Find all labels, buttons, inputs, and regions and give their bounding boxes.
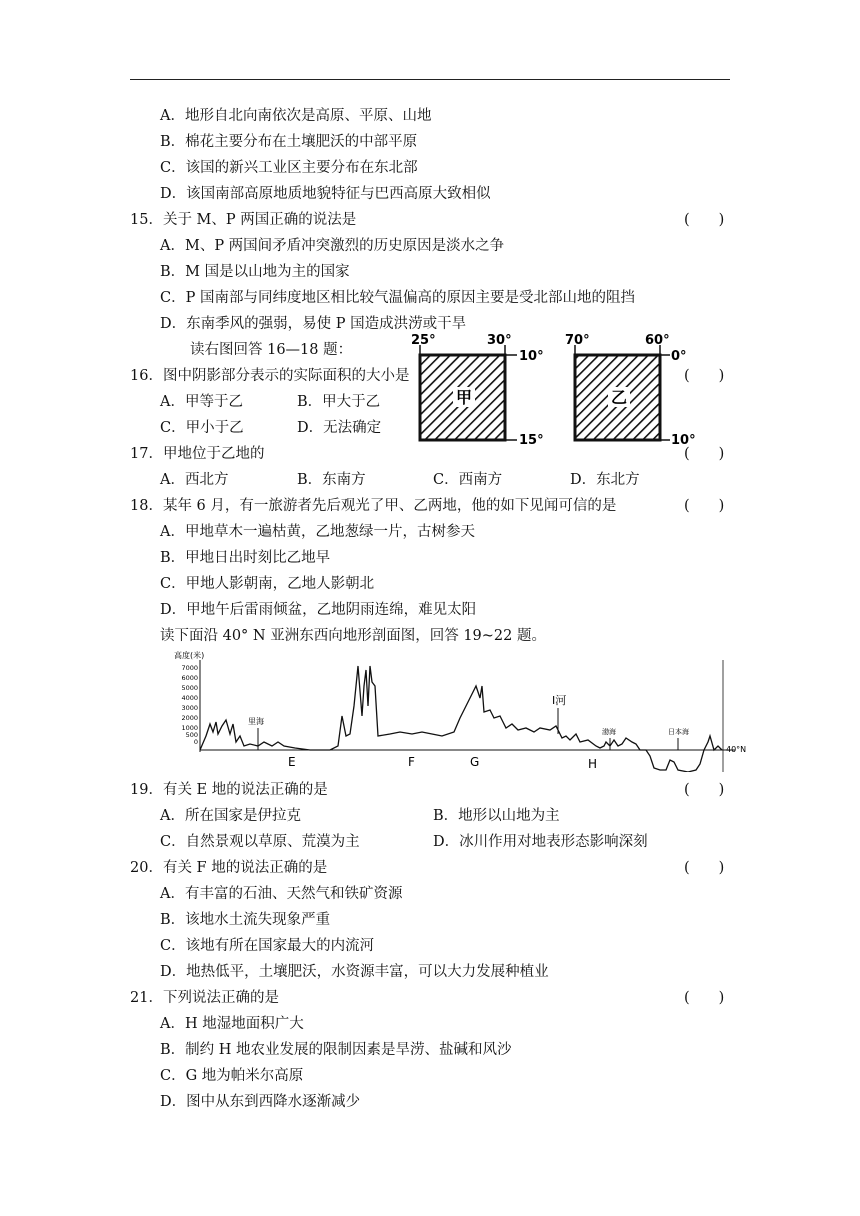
q17-option-b: B．东南方: [297, 472, 366, 488]
jia-lon-left: 25°: [411, 333, 436, 348]
label-40n: 40°N: [726, 745, 747, 754]
q16-option-b: B．甲大于乙: [297, 394, 381, 410]
yi-lat-top: 0°: [671, 349, 687, 364]
ytick-1000: 1000: [181, 724, 198, 732]
q17-stem: 17．甲地位于乙地的: [130, 446, 265, 462]
jia-lat-bottom: 15°: [519, 433, 544, 448]
header-rule: [130, 79, 730, 80]
prev-option-b: B．棉花主要分布在土壤肥沃的中部平原: [160, 134, 418, 150]
q19-option-c: C．自然景观以草原、荒漠为主: [160, 834, 360, 850]
q20-answer-paren: ( ): [684, 860, 725, 876]
q21-option-d: D．图中从东到西降水逐渐减少: [160, 1094, 361, 1110]
terrain-profile-figure: [160, 646, 750, 772]
q21-stem: 21．下列说法正确的是: [130, 990, 279, 1006]
q19-option-b: B．地形以山地为主: [433, 808, 560, 824]
profile-ylabel: 高度(米): [174, 651, 205, 660]
ytick-4000: 4000: [181, 694, 198, 702]
ytick-500: 500: [185, 731, 198, 739]
prev-option-c: C．该国的新兴工业区主要分布在东北部: [160, 160, 418, 176]
q20-option-b: B．该地水土流失现象严重: [160, 912, 331, 928]
point-f: F: [408, 755, 415, 769]
square-yi: [565, 333, 696, 448]
q16-option-c: C．甲小于乙: [160, 420, 244, 436]
ytick-7000: 7000: [181, 664, 198, 672]
q19-stem: 19．有关 E 地的说法正确的是: [130, 782, 328, 798]
q18-option-d: D．甲地午后雷雨倾盆，乙地阴雨连绵，难见太阳: [160, 602, 477, 618]
q20-option-a: A．有丰富的石油、天然气和铁矿资源: [160, 886, 403, 902]
q19-option-a: A．所在国家是伊拉克: [160, 808, 301, 824]
q18-option-c: C．甲地人影朝南，乙地人影朝北: [160, 576, 375, 592]
yi-lat-bottom: 10°: [671, 433, 696, 448]
latlon-squares-figure: [405, 330, 710, 460]
q20-stem: 20．有关 F 地的说法正确的是: [130, 860, 328, 876]
point-e: E: [288, 755, 296, 769]
ytick-5000: 5000: [181, 684, 198, 692]
q15-option-c: C．P 国南部与同纬度地区相比较气温偏高的原因主要是受北部山地的阻挡: [160, 290, 635, 306]
point-h: H: [588, 757, 598, 771]
q21-option-b: B．制约 H 地农业发展的限制因素是旱涝、盐碱和风沙: [160, 1042, 512, 1058]
label-riben: 日本海: [668, 728, 689, 736]
jia-lon-right: 30°: [487, 333, 512, 348]
q21-option-a: A．H 地湿地面积广大: [160, 1016, 304, 1032]
yi-lon-right: 60°: [645, 333, 670, 348]
q19-option-d: D．冰川作用对地表形态影响深刻: [433, 834, 648, 850]
label-bohai: 渤海: [602, 728, 616, 736]
q18-option-b: B．甲地日出时刻比乙地早: [160, 550, 331, 566]
ytick-6000: 6000: [181, 674, 198, 682]
jia-lat-top: 10°: [519, 349, 544, 364]
q18-stem: 18．某年 6 月，有一旅游者先后观光了甲、乙两地，他的如下见闻可信的是: [130, 498, 617, 514]
ytick-2000: 2000: [181, 714, 198, 722]
yi-lon-left: 70°: [565, 333, 590, 348]
q16-stem: 16．图中阴影部分表示的实际面积的大小是: [130, 368, 410, 384]
label-ihe: I河: [552, 694, 567, 707]
q18-answer-paren: ( ): [684, 498, 725, 514]
terrain-line: [200, 666, 722, 772]
prev-option-a: A．地形自北向南依次是高原、平原、山地: [160, 108, 432, 124]
q17-answer-paren: ( ): [684, 446, 725, 462]
square-jia-label: 甲: [455, 388, 473, 407]
ytick-3000: 3000: [181, 704, 198, 712]
ytick-0: 0: [193, 738, 198, 746]
label-lihai: 里海: [248, 717, 264, 726]
q21-option-c: C．G 地为帕米尔高原: [160, 1068, 304, 1084]
prev-option-d: D．该国南部高原地质地貌特征与巴西高原大致相似: [160, 186, 491, 202]
intro-19-22: 读下面沿 40° N 亚洲东西向地形剖面图，回答 19~22 题。: [160, 628, 546, 644]
square-jia: [411, 333, 544, 448]
q15-option-b: B．M 国是以山地为主的国家: [160, 264, 350, 280]
q15-answer-paren: ( ): [684, 212, 725, 228]
q15-stem: 15．关于 M、P 两国正确的说法是: [130, 212, 357, 228]
q16-answer-paren: ( ): [684, 368, 725, 384]
q16-option-a: A．甲等于乙: [160, 394, 243, 410]
q17-option-c: C．西南方: [433, 472, 503, 488]
square-yi-label: 乙: [610, 388, 628, 407]
intro-16-18: 读右图回答 16—18 题：: [190, 342, 353, 358]
q17-option-d: D．东北方: [570, 472, 640, 488]
q19-answer-paren: ( ): [684, 782, 725, 798]
q15-option-a: A．M、P 两国间矛盾冲突激烈的历史原因是淡水之争: [160, 238, 505, 254]
q18-option-a: A．甲地草木一遍枯黄，乙地葱绿一片，古树参天: [160, 524, 475, 540]
q15-option-d: D．东南季风的强弱，易使 P 国造成洪涝或干旱: [160, 316, 467, 332]
point-g: G: [470, 755, 480, 769]
q17-option-a: A．西北方: [160, 472, 229, 488]
q20-option-c: C．该地有所在国家最大的内流河: [160, 938, 375, 954]
q21-answer-paren: ( ): [684, 990, 725, 1006]
q20-option-d: D．地热低平，土壤肥沃，水资源丰富，可以大力发展种植业: [160, 964, 549, 980]
q16-option-d: D．无法确定: [297, 420, 382, 436]
